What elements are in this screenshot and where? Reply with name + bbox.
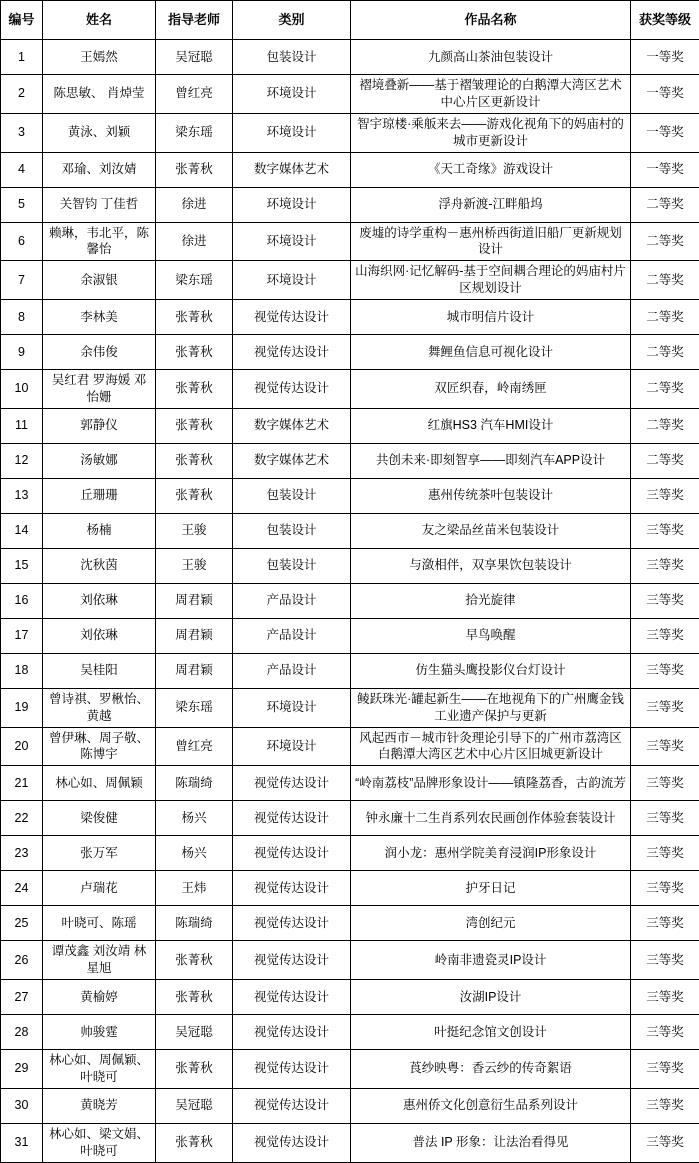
cell-category: 视觉传达设计 xyxy=(233,941,351,980)
cell-name: 赖琳，韦北平，陈馨怡 xyxy=(43,222,156,261)
table-row xyxy=(1,152,699,187)
cell-advisor: 张菁秋 xyxy=(156,941,233,980)
cell-award: 二等奖 xyxy=(631,261,699,300)
cell-title: 汝湖IP设计 xyxy=(351,980,631,1015)
cell-advisor: 周君颖 xyxy=(156,653,233,688)
cell-award: 三等奖 xyxy=(631,513,699,548)
cell-category: 包装设计 xyxy=(233,548,351,583)
cell-no: 4 xyxy=(1,152,43,187)
cell-category: 视觉传达设计 xyxy=(233,300,351,335)
cell-category: 视觉传达设计 xyxy=(233,1015,351,1050)
cell-name: 陈思敏、 肖焯莹 xyxy=(43,75,156,114)
cell-title: 褶境叠新——基于褶皱理论的白鹅潭大湾区艺术中心片区更新设计 xyxy=(351,75,631,114)
cell-name: 帅骏霆 xyxy=(43,1015,156,1050)
cell-no: 6 xyxy=(1,222,43,261)
cell-name: 关智钧 丁佳哲 xyxy=(43,187,156,222)
cell-category: 产品设计 xyxy=(233,583,351,618)
table-row xyxy=(1,583,699,618)
table-row xyxy=(1,300,699,335)
cell-advisor: 吴冠聪 xyxy=(156,1015,233,1050)
cell-award: 二等奖 xyxy=(631,408,699,443)
cell-no: 11 xyxy=(1,408,43,443)
cell-category: 环境设计 xyxy=(233,688,351,727)
cell-advisor: 徐进 xyxy=(156,187,233,222)
cell-title: 风起西市－城市针灸理论引导下的广州市荔湾区白鹅潭大湾区艺术中心片区旧城更新设计 xyxy=(351,727,631,766)
table-row xyxy=(1,548,699,583)
cell-award: 三等奖 xyxy=(631,980,699,1015)
cell-title: 护牙日记 xyxy=(351,871,631,906)
cell-advisor: 曾红亮 xyxy=(156,75,233,114)
cell-award: 一等奖 xyxy=(631,113,699,152)
cell-name: 刘依琳 xyxy=(43,618,156,653)
cell-award: 二等奖 xyxy=(631,335,699,370)
cell-advisor: 张菁秋 xyxy=(156,478,233,513)
cell-advisor: 张菁秋 xyxy=(156,300,233,335)
cell-award: 三等奖 xyxy=(631,1123,699,1162)
cell-no: 18 xyxy=(1,653,43,688)
cell-name: 余伟俊 xyxy=(43,335,156,370)
cell-award: 三等奖 xyxy=(631,1050,699,1089)
cell-award: 三等奖 xyxy=(631,618,699,653)
table-body xyxy=(1,40,699,1163)
cell-category: 环境设计 xyxy=(233,113,351,152)
cell-name: 邓瑜、刘汝婧 xyxy=(43,152,156,187)
cell-name: 黄泳、刘颖 xyxy=(43,113,156,152)
cell-award: 二等奖 xyxy=(631,222,699,261)
cell-category: 包装设计 xyxy=(233,40,351,75)
cell-no: 13 xyxy=(1,478,43,513)
cell-title: 友之梁品丝苗米包装设计 xyxy=(351,513,631,548)
cell-advisor: 吴冠聪 xyxy=(156,40,233,75)
header-row xyxy=(1,1,699,40)
cell-advisor: 王骏 xyxy=(156,548,233,583)
cell-advisor: 梁东瑶 xyxy=(156,113,233,152)
cell-name: 沈秋茵 xyxy=(43,548,156,583)
table-row xyxy=(1,478,699,513)
cell-category: 数字媒体艺术 xyxy=(233,408,351,443)
cell-advisor: 周君颖 xyxy=(156,583,233,618)
cell-no: 12 xyxy=(1,443,43,478)
cell-category: 视觉传达设计 xyxy=(233,1088,351,1123)
cell-advisor: 王骏 xyxy=(156,513,233,548)
cell-category: 视觉传达设计 xyxy=(233,836,351,871)
table-row xyxy=(1,370,699,409)
header-award: 获奖等级 xyxy=(631,1,699,40)
cell-title: 城市明信片设计 xyxy=(351,300,631,335)
table-row xyxy=(1,653,699,688)
cell-award: 三等奖 xyxy=(631,766,699,801)
cell-advisor: 张菁秋 xyxy=(156,980,233,1015)
cell-name: 刘依琳 xyxy=(43,583,156,618)
table-row xyxy=(1,75,699,114)
cell-category: 视觉传达设计 xyxy=(233,980,351,1015)
cell-advisor: 梁东瑶 xyxy=(156,261,233,300)
cell-no: 19 xyxy=(1,688,43,727)
cell-award: 一等奖 xyxy=(631,152,699,187)
cell-no: 24 xyxy=(1,871,43,906)
cell-award: 三等奖 xyxy=(631,871,699,906)
cell-name: 谭茂鑫 刘汝靖 林星旭 xyxy=(43,941,156,980)
cell-title: 鲮跃珠光·罐起新生——在地视角下的广州鹰金钱工业遗产保护与更新 xyxy=(351,688,631,727)
cell-award: 一等奖 xyxy=(631,40,699,75)
cell-category: 产品设计 xyxy=(233,618,351,653)
cell-advisor: 周君颖 xyxy=(156,618,233,653)
cell-no: 15 xyxy=(1,548,43,583)
table-row xyxy=(1,871,699,906)
cell-award: 三等奖 xyxy=(631,941,699,980)
table-row xyxy=(1,727,699,766)
cell-award: 三等奖 xyxy=(631,1088,699,1123)
cell-title: 惠州传统茶叶包装设计 xyxy=(351,478,631,513)
cell-award: 二等奖 xyxy=(631,370,699,409)
cell-award: 三等奖 xyxy=(631,1015,699,1050)
cell-award: 三等奖 xyxy=(631,548,699,583)
cell-category: 数字媒体艺术 xyxy=(233,152,351,187)
cell-name: 曾诗祺、罗楸怡、黄越 xyxy=(43,688,156,727)
cell-award: 三等奖 xyxy=(631,727,699,766)
cell-category: 视觉传达设计 xyxy=(233,871,351,906)
cell-title: 九颜高山茶油包装设计 xyxy=(351,40,631,75)
cell-name: 余淑银 xyxy=(43,261,156,300)
cell-category: 环境设计 xyxy=(233,222,351,261)
cell-advisor: 王炜 xyxy=(156,871,233,906)
cell-award: 三等奖 xyxy=(631,688,699,727)
cell-no: 21 xyxy=(1,766,43,801)
table-row xyxy=(1,113,699,152)
cell-title: 共创未来·即刻智享——即刻汽车APP设计 xyxy=(351,443,631,478)
cell-title: 《天工奇缘》游戏设计 xyxy=(351,152,631,187)
cell-no: 16 xyxy=(1,583,43,618)
cell-no: 25 xyxy=(1,906,43,941)
cell-title: 岭南非遗瓷灵IP设计 xyxy=(351,941,631,980)
cell-advisor: 徐进 xyxy=(156,222,233,261)
cell-advisor: 陈瑞绮 xyxy=(156,766,233,801)
header-title: 作品名称 xyxy=(351,1,631,40)
cell-no: 8 xyxy=(1,300,43,335)
table-row xyxy=(1,688,699,727)
header-category: 类别 xyxy=(233,1,351,40)
cell-name: 梁俊健 xyxy=(43,801,156,836)
table-row xyxy=(1,801,699,836)
cell-no: 29 xyxy=(1,1050,43,1089)
cell-no: 26 xyxy=(1,941,43,980)
cell-name: 黄榆婷 xyxy=(43,980,156,1015)
cell-award: 二等奖 xyxy=(631,300,699,335)
cell-name: 吴桂阳 xyxy=(43,653,156,688)
cell-advisor: 张菁秋 xyxy=(156,1050,233,1089)
cell-title: 废墟的诗学重构－惠州桥西街道旧船厂更新规划设计 xyxy=(351,222,631,261)
cell-name: 吴红君 罗海媛 邓怡姗 xyxy=(43,370,156,409)
cell-category: 环境设计 xyxy=(233,727,351,766)
cell-name: 叶晓可、陈瑶 xyxy=(43,906,156,941)
cell-title: 拾光旋律 xyxy=(351,583,631,618)
cell-award: 三等奖 xyxy=(631,583,699,618)
cell-title: 舞鲤鱼信息可视化设计 xyxy=(351,335,631,370)
header-no: 编号 xyxy=(1,1,43,40)
cell-no: 28 xyxy=(1,1015,43,1050)
cell-no: 5 xyxy=(1,187,43,222)
cell-no: 2 xyxy=(1,75,43,114)
cell-title: 钟永廉十二生肖系列农民画创作体验套装设计 xyxy=(351,801,631,836)
cell-title: 普法 IP 形象：让法治看得见 xyxy=(351,1123,631,1162)
cell-name: 王嫣然 xyxy=(43,40,156,75)
cell-no: 17 xyxy=(1,618,43,653)
table-row xyxy=(1,261,699,300)
cell-title: 浮舟新渡-江畔船坞 xyxy=(351,187,631,222)
cell-title: 早鸟唤醒 xyxy=(351,618,631,653)
cell-advisor: 张菁秋 xyxy=(156,443,233,478)
cell-advisor: 张菁秋 xyxy=(156,370,233,409)
table-row xyxy=(1,335,699,370)
table-row xyxy=(1,187,699,222)
cell-award: 二等奖 xyxy=(631,443,699,478)
cell-award: 三等奖 xyxy=(631,836,699,871)
table-row xyxy=(1,1050,699,1089)
cell-award: 三等奖 xyxy=(631,801,699,836)
table-row xyxy=(1,1015,699,1050)
cell-category: 环境设计 xyxy=(233,261,351,300)
table-row xyxy=(1,980,699,1015)
cell-title: 智宇琼楼·乘舨来去——游戏化视角下的妈庙村的城市更新设计 xyxy=(351,113,631,152)
cell-name: 曾伊琳、周子敬、陈博宇 xyxy=(43,727,156,766)
cell-category: 视觉传达设计 xyxy=(233,370,351,409)
table-row xyxy=(1,618,699,653)
header-advisor: 指导老师 xyxy=(156,1,233,40)
cell-no: 1 xyxy=(1,40,43,75)
table-row xyxy=(1,513,699,548)
cell-title: 惠州侨文化创意衍生品系列设计 xyxy=(351,1088,631,1123)
cell-no: 9 xyxy=(1,335,43,370)
cell-category: 环境设计 xyxy=(233,75,351,114)
cell-award: 三等奖 xyxy=(631,478,699,513)
cell-title: 山海织网·记忆解码-基于空间耦合理论的妈庙村片区规划设计 xyxy=(351,261,631,300)
cell-advisor: 张菁秋 xyxy=(156,335,233,370)
cell-award: 一等奖 xyxy=(631,75,699,114)
table-row xyxy=(1,443,699,478)
cell-no: 3 xyxy=(1,113,43,152)
cell-no: 31 xyxy=(1,1123,43,1162)
cell-category: 视觉传达设计 xyxy=(233,1050,351,1089)
cell-category: 数字媒体艺术 xyxy=(233,443,351,478)
cell-category: 产品设计 xyxy=(233,653,351,688)
cell-name: 林心如、周佩颖 xyxy=(43,766,156,801)
cell-category: 包装设计 xyxy=(233,513,351,548)
cell-title: 双匠织春，岭南绣匣 xyxy=(351,370,631,409)
cell-award: 三等奖 xyxy=(631,653,699,688)
table-row xyxy=(1,1123,699,1162)
cell-advisor: 张菁秋 xyxy=(156,152,233,187)
table-header xyxy=(1,1,699,40)
cell-category: 包装设计 xyxy=(233,478,351,513)
cell-advisor: 梁东瑶 xyxy=(156,688,233,727)
cell-name: 郭静仪 xyxy=(43,408,156,443)
cell-category: 视觉传达设计 xyxy=(233,906,351,941)
cell-no: 10 xyxy=(1,370,43,409)
cell-title: 与潋相伴，双享果饮包装设计 xyxy=(351,548,631,583)
cell-name: 李林美 xyxy=(43,300,156,335)
cell-no: 20 xyxy=(1,727,43,766)
cell-name: 汤敏娜 xyxy=(43,443,156,478)
cell-advisor: 杨兴 xyxy=(156,801,233,836)
table-row xyxy=(1,222,699,261)
cell-no: 7 xyxy=(1,261,43,300)
cell-no: 22 xyxy=(1,801,43,836)
cell-award: 三等奖 xyxy=(631,906,699,941)
cell-name: 丘珊珊 xyxy=(43,478,156,513)
cell-category: 视觉传达设计 xyxy=(233,801,351,836)
cell-title: 叶挺纪念馆文创设计 xyxy=(351,1015,631,1050)
cell-no: 27 xyxy=(1,980,43,1015)
cell-advisor: 张菁秋 xyxy=(156,1123,233,1162)
cell-name: 黄晓芳 xyxy=(43,1088,156,1123)
cell-category: 环境设计 xyxy=(233,187,351,222)
cell-name: 林心如、周佩颖、叶晓可 xyxy=(43,1050,156,1089)
cell-advisor: 陈瑞绮 xyxy=(156,906,233,941)
cell-category: 视觉传达设计 xyxy=(233,335,351,370)
table-row xyxy=(1,408,699,443)
cell-name: 卢瑞花 xyxy=(43,871,156,906)
cell-title: “岭南荔枝”品牌形象设计——镇隆荔香，古韵流芳 xyxy=(351,766,631,801)
cell-name: 林心如、梁文娟、叶晓可 xyxy=(43,1123,156,1162)
cell-title: 红旗HS3 汽车HMI设计 xyxy=(351,408,631,443)
cell-no: 14 xyxy=(1,513,43,548)
table-row xyxy=(1,40,699,75)
cell-title: 润小龙：惠州学院美育浸润IP形象设计 xyxy=(351,836,631,871)
cell-title: 湾创纪元 xyxy=(351,906,631,941)
cell-no: 30 xyxy=(1,1088,43,1123)
table-row xyxy=(1,766,699,801)
cell-name: 杨楠 xyxy=(43,513,156,548)
cell-advisor: 吴冠聪 xyxy=(156,1088,233,1123)
cell-title: 仿生猫头鹰投影仪台灯设计 xyxy=(351,653,631,688)
cell-category: 视觉传达设计 xyxy=(233,766,351,801)
table-row xyxy=(1,836,699,871)
table-row xyxy=(1,1088,699,1123)
cell-award: 二等奖 xyxy=(631,187,699,222)
cell-name: 张万军 xyxy=(43,836,156,871)
header-name: 姓名 xyxy=(43,1,156,40)
cell-category: 视觉传达设计 xyxy=(233,1123,351,1162)
table-row xyxy=(1,941,699,980)
cell-title: 莨纱映粤：香云纱的传奇絮语 xyxy=(351,1050,631,1089)
cell-advisor: 张菁秋 xyxy=(156,408,233,443)
cell-advisor: 曾红亮 xyxy=(156,727,233,766)
cell-advisor: 杨兴 xyxy=(156,836,233,871)
cell-no: 23 xyxy=(1,836,43,871)
table-row xyxy=(1,906,699,941)
